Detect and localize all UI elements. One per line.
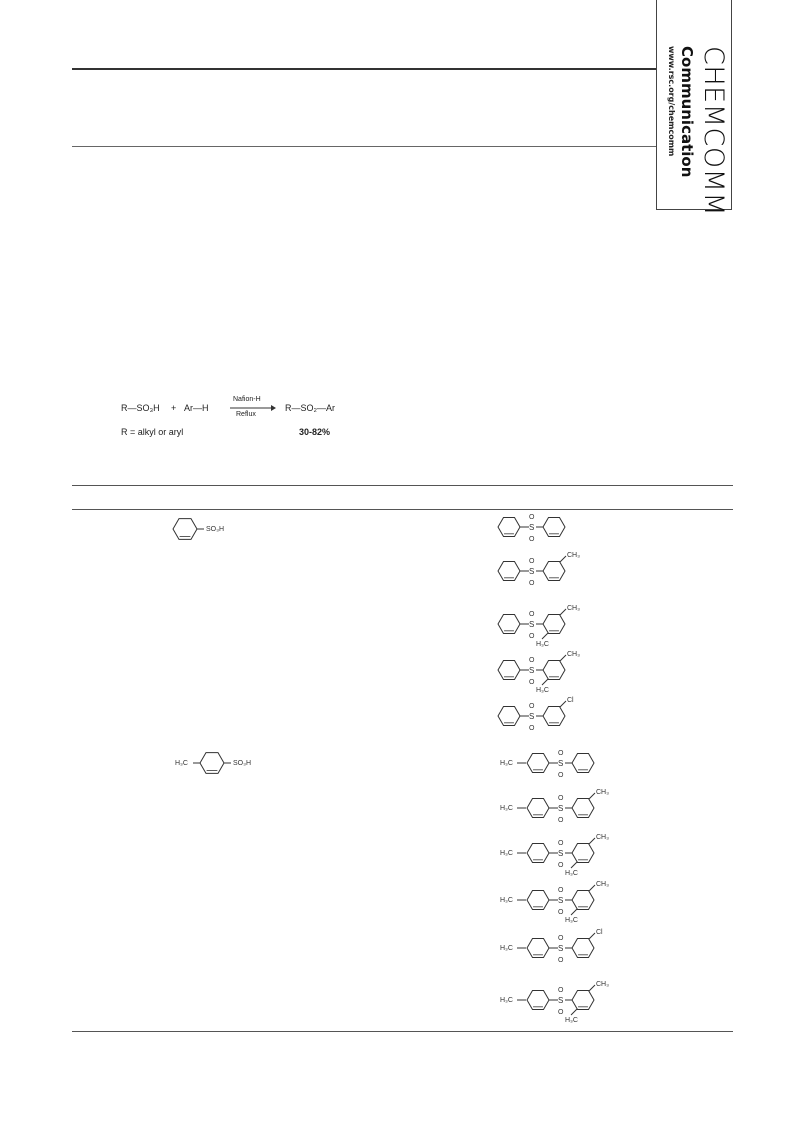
product-substituent-bond — [560, 609, 566, 615]
product-left-label: H₃C — [500, 805, 513, 812]
acid-sulfonic-group-label: SO₃H — [233, 760, 252, 767]
product-oxygen-top: O — [529, 558, 535, 565]
product-substituent-label-2: H₃C — [565, 917, 578, 924]
table-rule-top — [72, 485, 733, 486]
article-type: Communication — [678, 46, 696, 178]
product-substituent-bond-2 — [542, 633, 548, 639]
product-substituent-bond — [560, 556, 566, 562]
product-substituent-label: Cl — [596, 929, 603, 936]
product-left-label: H₃C — [500, 760, 513, 767]
product-substituent-label: CH₃ — [567, 552, 580, 559]
product-oxygen-top: O — [558, 887, 564, 894]
product-oxygen-bottom: O — [558, 909, 564, 916]
product-sulfur: S — [529, 712, 535, 721]
product-substituent-label: CH₃ — [567, 605, 580, 612]
product-substituent-label: CH₃ — [596, 789, 609, 796]
product-sulfur: S — [529, 567, 535, 576]
product-oxygen-top: O — [529, 611, 535, 618]
product-substituent-label-2: H₃C — [565, 870, 578, 877]
journal-brand-box — [656, 0, 732, 217]
table-rule-bottom — [72, 1031, 733, 1032]
product-oxygen-bottom: O — [529, 679, 535, 686]
journal-url[interactable]: www.rsc.org/chemcomm — [667, 46, 676, 157]
product-oxygen-top: O — [558, 840, 564, 847]
product-substituent-label: CH₃ — [596, 834, 609, 841]
product-substituent-bond — [560, 655, 566, 661]
product-substituent-bond-2 — [571, 1009, 577, 1015]
product-substituent-bond — [589, 838, 595, 844]
acid-sulfonic-group-label: SO₃H — [206, 526, 225, 533]
product-left-label: H₃C — [500, 897, 513, 904]
product-left-label: H₃C — [500, 997, 513, 1004]
product-substituent-bond — [589, 885, 595, 891]
product-substituent-label-2: H₃C — [565, 1017, 578, 1024]
product-sulfur: S — [558, 849, 564, 858]
product-sulfur: S — [558, 944, 564, 953]
product-oxygen-bottom: O — [558, 817, 564, 824]
product-oxygen-bottom: O — [558, 772, 564, 779]
sulfonic-acid-structures — [140, 510, 300, 780]
acid-left-group-label: H₃C — [175, 760, 188, 767]
product-substituent-bond — [589, 985, 595, 991]
product-oxygen-bottom: O — [529, 580, 535, 587]
product-substituent-bond-2 — [542, 679, 548, 685]
product-substituent-label-2: H₃C — [536, 687, 549, 694]
product-oxygen-top: O — [529, 703, 535, 710]
product-oxygen-top: O — [558, 795, 564, 802]
product-oxygen-top: O — [558, 935, 564, 942]
scheme-reactant1: R—SO₃H — [121, 403, 160, 413]
product-sulfur: S — [529, 523, 535, 532]
header-rule-bottom — [72, 146, 656, 147]
product-oxygen-bottom: O — [529, 536, 535, 543]
product-oxygen-top: O — [558, 987, 564, 994]
scheme-catalyst: Nafion-H — [233, 396, 261, 403]
product-substituent-bond-2 — [571, 862, 577, 868]
product-structures — [495, 510, 655, 1030]
product-substituent-label: CH₃ — [567, 651, 580, 658]
product-sulfur: S — [558, 896, 564, 905]
product-oxygen-bottom: O — [558, 862, 564, 869]
scheme-plus: + — [171, 403, 177, 413]
product-oxygen-bottom: O — [529, 725, 535, 732]
product-oxygen-top: O — [529, 657, 535, 664]
product-sulfur: S — [529, 620, 535, 629]
product-sulfur: S — [558, 996, 564, 1005]
product-oxygen-bottom: O — [529, 633, 535, 640]
product-oxygen-top: O — [529, 514, 535, 521]
product-substituent-bond — [589, 933, 595, 939]
product-substituent-label: Cl — [567, 697, 574, 704]
scheme-reactant2: Ar—H — [184, 403, 209, 413]
scheme-product: R—SO₂—Ar — [285, 403, 335, 413]
product-substituent-bond-2 — [571, 909, 577, 915]
product-sulfur: S — [529, 666, 535, 675]
product-substituent-label-2: H₃C — [536, 641, 549, 648]
journal-brand-rotated — [657, 46, 733, 217]
product-left-label: H₃C — [500, 850, 513, 857]
product-oxygen-bottom: O — [558, 957, 564, 964]
scheme-condition: Reflux — [236, 411, 256, 418]
product-substituent-bond — [589, 793, 595, 799]
scheme-r-definition: R = alkyl or aryl — [121, 427, 184, 437]
product-sulfur: S — [558, 759, 564, 768]
product-oxygen-top: O — [558, 750, 564, 757]
journal-name: CHEMCOMM — [698, 46, 729, 217]
product-left-label: H₃C — [500, 945, 513, 952]
scheme-yield: 30-82% — [299, 427, 331, 437]
header-rule-top — [72, 68, 656, 70]
product-substituent-label: CH₃ — [596, 981, 609, 988]
product-sulfur: S — [558, 804, 564, 813]
product-substituent-bond — [560, 701, 566, 707]
product-substituent-label: CH₃ — [596, 881, 609, 888]
product-oxygen-bottom: O — [558, 1009, 564, 1016]
